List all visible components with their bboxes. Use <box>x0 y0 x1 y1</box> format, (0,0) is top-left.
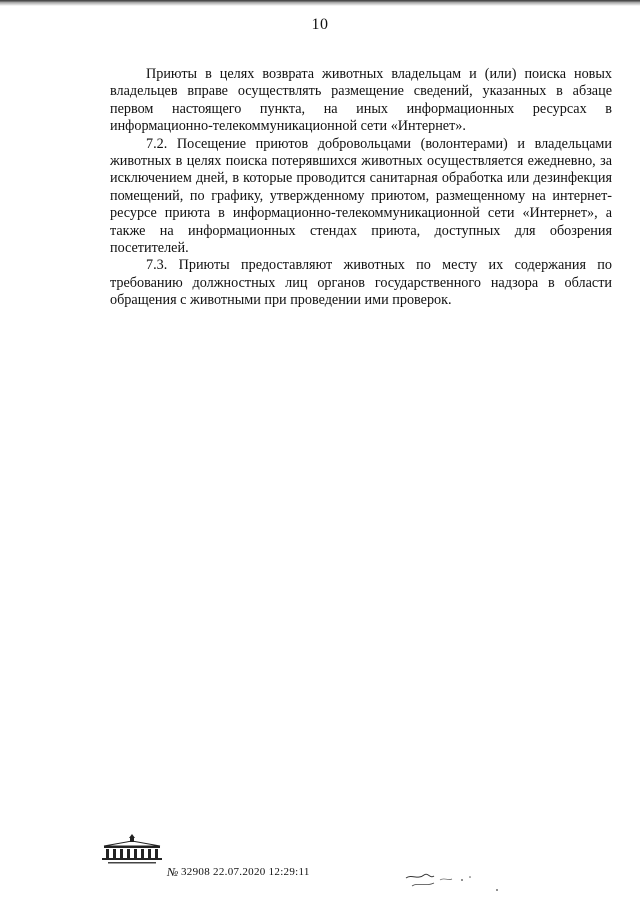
signature-scribble-icon <box>404 860 514 894</box>
paragraph-7-2: 7.2. Посещение приютов добровольцами (волонтерами) и владельцами животных в целях поиска потерявшихся животных осуществляется ежедневно, за исключением дней, в которые проводится санитарная обработка или дезинфекция помещений, по графику, утвержденному приютом, размещенному на интернет-ресурсе приюта в информационно-телекоммуникационной сети «Интернет», а также на информационных стендах приюта, доступных для обозрения посетителей. <box>110 135 612 257</box>
scan-top-edge <box>0 0 640 6</box>
document-body <box>110 66 612 310</box>
registration-number-mark: № <box>167 865 179 879</box>
building-logo-icon <box>100 832 164 866</box>
paragraph-7-1-continuation: Приюты в целях возврата животных владельцам и (или) поиска новых владельцев вправе осуществлять размещение сведений, указанных в абзаце первом настоящего пункта, на иных информационных ресурсах в информационно-телекоммуникационной сети «Интернет». <box>110 66 612 135</box>
paragraph-7-3: 7.3. Приюты предоставляют животных по месту их содержания по требованию должностных лиц органов государственного надзора в области обращения с животными при проведении ими проверок. <box>110 257 612 309</box>
page-number: 10 <box>311 16 329 33</box>
document-registration-stamp: 32908 22.07.2020 12:29:11 <box>181 866 310 878</box>
